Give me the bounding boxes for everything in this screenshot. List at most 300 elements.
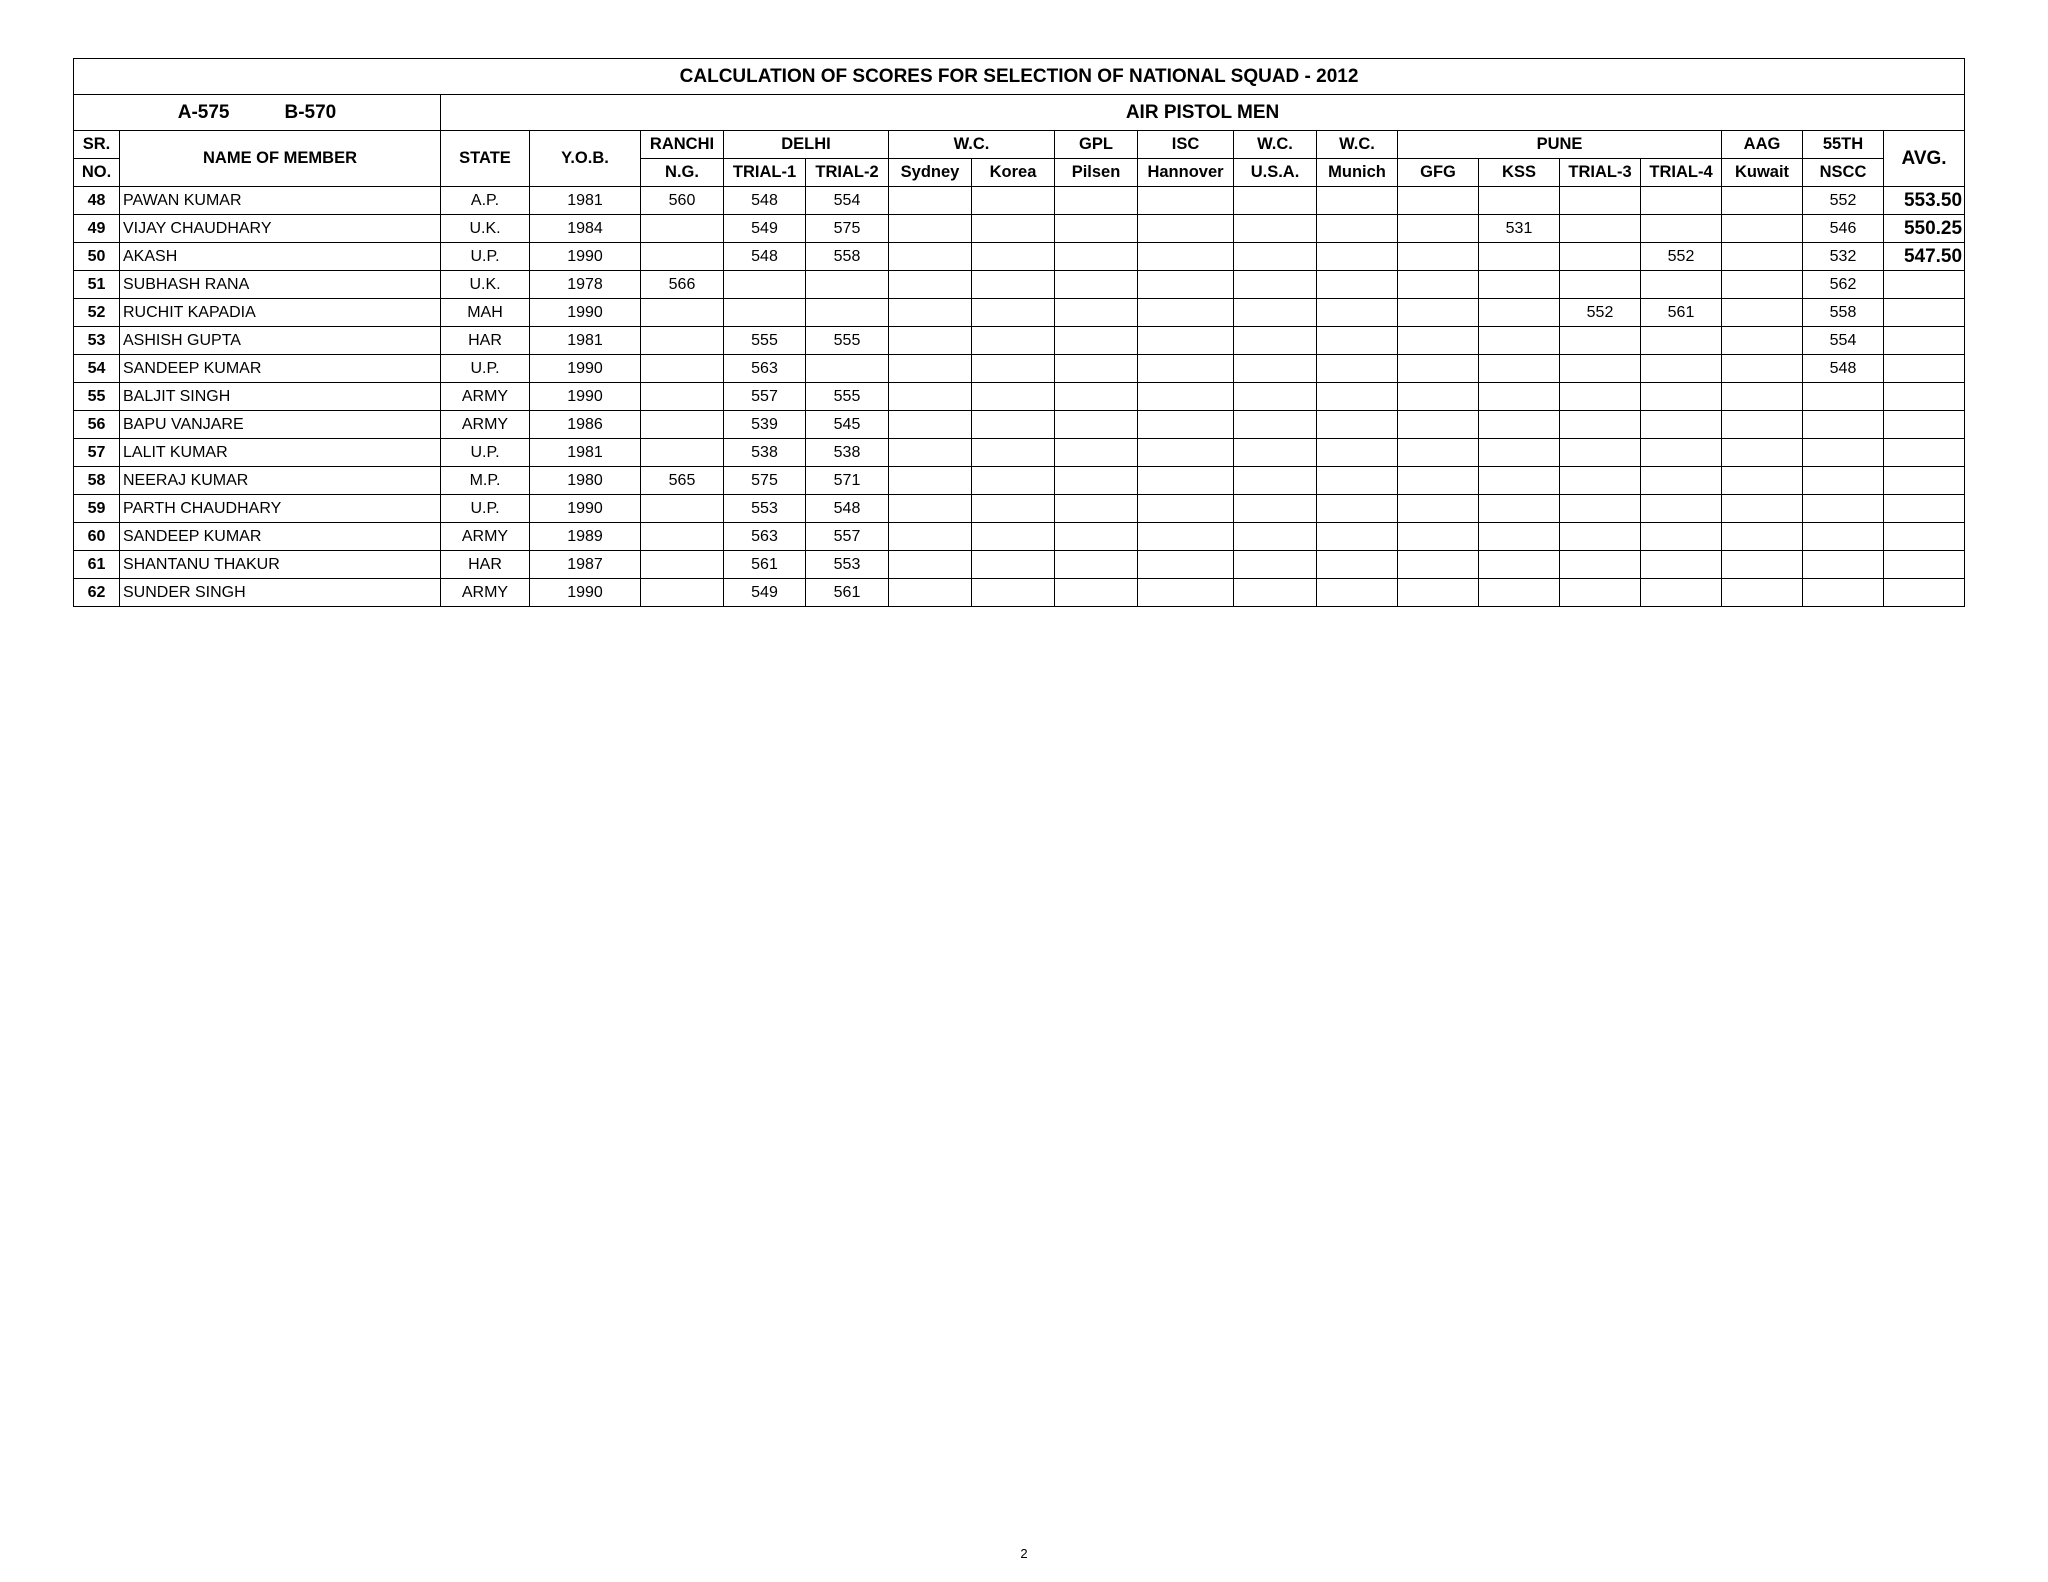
yob-cell: 1981 [530, 327, 641, 355]
score-cell: 532 [1803, 243, 1884, 271]
score-cell [889, 271, 972, 299]
score-cell [1055, 551, 1138, 579]
score-cell [1722, 495, 1803, 523]
member-name-cell: SANDEEP KUMAR [120, 355, 441, 383]
score-cell [1055, 243, 1138, 271]
yob-cell: 1990 [530, 355, 641, 383]
score-cell [972, 467, 1055, 495]
score-cell [1398, 523, 1479, 551]
score-cell [1722, 355, 1803, 383]
score-cell [724, 271, 806, 299]
score-cell: 558 [806, 243, 889, 271]
table-row [74, 215, 1965, 243]
score-cell [972, 579, 1055, 607]
avg-header: AVG. [1884, 131, 1965, 187]
sub-header: TRIAL-3 [1560, 159, 1641, 187]
sub-header: TRIAL-4 [1641, 159, 1722, 187]
score-cell: 561 [724, 551, 806, 579]
score-cell [1234, 215, 1317, 243]
score-cell [1722, 383, 1803, 411]
score-cell: 554 [806, 187, 889, 215]
score-cell [972, 215, 1055, 243]
member-name-cell: NEERAJ KUMAR [120, 467, 441, 495]
member-name-cell: SANDEEP KUMAR [120, 523, 441, 551]
score-cell [1560, 327, 1641, 355]
avg-cell [1884, 411, 1965, 439]
state-cell: U.P. [441, 439, 530, 467]
score-cell [1317, 523, 1398, 551]
score-cell [1055, 439, 1138, 467]
score-cell [1317, 243, 1398, 271]
sub-header: Pilsen [1055, 159, 1138, 187]
score-cell: 562 [1803, 271, 1884, 299]
score-cell [1398, 467, 1479, 495]
avg-cell [1884, 327, 1965, 355]
score-cell: 555 [724, 327, 806, 355]
score-cell [1641, 327, 1722, 355]
sr-no-cell: 51 [74, 271, 120, 299]
score-cell: 554 [1803, 327, 1884, 355]
score-cell [972, 439, 1055, 467]
state-cell: U.P. [441, 243, 530, 271]
score-cell [1055, 327, 1138, 355]
score-cell [1803, 579, 1884, 607]
table-row [74, 271, 1965, 299]
avg-cell: 550.25 [1884, 215, 1965, 243]
sub-header: TRIAL-1 [724, 159, 806, 187]
table-row [74, 551, 1965, 579]
score-cell [972, 495, 1055, 523]
sheet-title: CALCULATION OF SCORES FOR SELECTION OF NATIONAL SQUAD - 2012 [74, 59, 1965, 95]
sr-no-cell: 53 [74, 327, 120, 355]
score-cell [641, 579, 724, 607]
score-cell [1560, 411, 1641, 439]
qualifying-b: B-570 [284, 101, 337, 123]
score-cell [1641, 579, 1722, 607]
score-cell [889, 495, 972, 523]
state-cell: U.P. [441, 495, 530, 523]
yob-cell: 1990 [530, 299, 641, 327]
score-cell [1398, 411, 1479, 439]
score-cell [1803, 495, 1884, 523]
score-cell [1317, 467, 1398, 495]
member-name-cell: PARTH CHAUDHARY [120, 495, 441, 523]
score-cell: 560 [641, 187, 724, 215]
avg-cell: 547.50 [1884, 243, 1965, 271]
score-cell [1234, 523, 1317, 551]
score-cell [1138, 299, 1234, 327]
score-cell [1234, 495, 1317, 523]
yob-cell: 1990 [530, 579, 641, 607]
score-cell [1234, 355, 1317, 383]
score-cell [1055, 355, 1138, 383]
score-cell: 549 [724, 215, 806, 243]
score-cell [724, 299, 806, 327]
table-row [74, 187, 1965, 215]
score-cell [1138, 467, 1234, 495]
state-cell: ARMY [441, 383, 530, 411]
score-cell [641, 215, 724, 243]
score-cell: 538 [806, 439, 889, 467]
score-cell [1479, 187, 1560, 215]
yob-header: Y.O.B. [530, 131, 641, 187]
score-cell [1398, 579, 1479, 607]
group-header-delhi: DELHI [724, 131, 889, 159]
score-cell [1317, 215, 1398, 243]
sub-header: KSS [1479, 159, 1560, 187]
score-cell [641, 355, 724, 383]
score-cell [1722, 439, 1803, 467]
score-cell [1234, 383, 1317, 411]
score-cell [1560, 579, 1641, 607]
score-cell [1722, 551, 1803, 579]
score-cell [889, 411, 972, 439]
score-cell [1479, 551, 1560, 579]
member-name-cell: ASHISH GUPTA [120, 327, 441, 355]
score-cell [889, 215, 972, 243]
score-cell [1234, 579, 1317, 607]
score-cell [1317, 299, 1398, 327]
member-name-cell: SUNDER SINGH [120, 579, 441, 607]
score-cell: 571 [806, 467, 889, 495]
member-name-cell: LALIT KUMAR [120, 439, 441, 467]
score-cell [1398, 187, 1479, 215]
group-header-pune: PUNE [1398, 131, 1722, 159]
score-table [73, 58, 1965, 607]
score-cell [1641, 523, 1722, 551]
score-cell [889, 187, 972, 215]
score-cell [889, 327, 972, 355]
score-cell [641, 495, 724, 523]
score-cell: 549 [724, 579, 806, 607]
score-cell: 565 [641, 467, 724, 495]
score-cell [1722, 411, 1803, 439]
state-cell: MAH [441, 299, 530, 327]
score-cell [1479, 411, 1560, 439]
score-cell [1138, 411, 1234, 439]
score-cell [1803, 467, 1884, 495]
score-cell [1479, 579, 1560, 607]
avg-cell [1884, 355, 1965, 383]
score-cell [1722, 523, 1803, 551]
yob-cell: 1989 [530, 523, 641, 551]
score-cell [1560, 439, 1641, 467]
score-cell: 552 [1641, 243, 1722, 271]
score-cell: 553 [724, 495, 806, 523]
score-cell [1398, 243, 1479, 271]
score-cell [1722, 187, 1803, 215]
table-row [74, 439, 1965, 467]
score-cell: 552 [1803, 187, 1884, 215]
score-cell: 563 [724, 355, 806, 383]
score-cell [1803, 523, 1884, 551]
page-number: 2 [1020, 1546, 1028, 1561]
score-cell [1138, 271, 1234, 299]
sub-header: TRIAL-2 [806, 159, 889, 187]
score-cell: 557 [724, 383, 806, 411]
avg-cell [1884, 495, 1965, 523]
group-header-wc: W.C. [889, 131, 1055, 159]
score-cell: 561 [806, 579, 889, 607]
sub-header: Hannover [1138, 159, 1234, 187]
score-cell [1138, 355, 1234, 383]
score-cell [1234, 551, 1317, 579]
score-cell [1398, 383, 1479, 411]
score-cell [1641, 383, 1722, 411]
score-cell [1722, 271, 1803, 299]
score-cell [1138, 215, 1234, 243]
score-cell: 545 [806, 411, 889, 439]
score-cell [1560, 243, 1641, 271]
score-cell [1138, 551, 1234, 579]
score-cell: 548 [724, 243, 806, 271]
sr-no-cell: 62 [74, 579, 120, 607]
member-name-cell: VIJAY CHAUDHARY [120, 215, 441, 243]
sr-no-cell: 59 [74, 495, 120, 523]
sub-header: GFG [1398, 159, 1479, 187]
score-cell [1722, 579, 1803, 607]
score-cell: 553 [806, 551, 889, 579]
score-cell [1722, 327, 1803, 355]
score-cell: 546 [1803, 215, 1884, 243]
avg-cell [1884, 467, 1965, 495]
state-header: STATE [441, 131, 530, 187]
avg-cell [1884, 383, 1965, 411]
score-cell [1398, 271, 1479, 299]
score-cell [1055, 299, 1138, 327]
score-cell: 575 [806, 215, 889, 243]
yob-cell: 1990 [530, 383, 641, 411]
score-cell [1317, 355, 1398, 383]
score-cell [1641, 271, 1722, 299]
qualifying-scores [74, 95, 441, 131]
score-cell [889, 439, 972, 467]
member-name-cell: BAPU VANJARE [120, 411, 441, 439]
yob-cell: 1984 [530, 215, 641, 243]
score-cell [972, 411, 1055, 439]
score-cell [1641, 187, 1722, 215]
score-cell [1560, 271, 1641, 299]
score-cell [641, 383, 724, 411]
score-cell [1560, 523, 1641, 551]
group-header-ranchi: RANCHI [641, 131, 724, 159]
score-cell [1138, 383, 1234, 411]
group-header-wc-munich: W.C. [1317, 131, 1398, 159]
sr-header: SR. [74, 131, 120, 159]
score-cell [1641, 551, 1722, 579]
score-cell [641, 523, 724, 551]
score-cell [972, 299, 1055, 327]
member-name-cell: AKASH [120, 243, 441, 271]
score-cell [1398, 215, 1479, 243]
group-header-wc-usa: W.C. [1234, 131, 1317, 159]
yob-cell: 1990 [530, 243, 641, 271]
sub-header: Munich [1317, 159, 1398, 187]
score-cell: 552 [1560, 299, 1641, 327]
score-cell [1560, 495, 1641, 523]
sr-no-cell: 49 [74, 215, 120, 243]
score-cell: 575 [724, 467, 806, 495]
sr-no-cell: 61 [74, 551, 120, 579]
sub-header: Korea [972, 159, 1055, 187]
score-cell [806, 271, 889, 299]
score-cell [1803, 551, 1884, 579]
score-cell [889, 383, 972, 411]
score-cell: 548 [724, 187, 806, 215]
score-cell: 555 [806, 327, 889, 355]
score-cell [1138, 187, 1234, 215]
score-cell: 548 [1803, 355, 1884, 383]
score-cell [1317, 439, 1398, 467]
score-cell [1560, 467, 1641, 495]
score-cell [806, 299, 889, 327]
yob-cell: 1981 [530, 187, 641, 215]
name-header: NAME OF MEMBER [120, 131, 441, 187]
state-cell: U.K. [441, 271, 530, 299]
score-cell [1641, 495, 1722, 523]
score-cell [889, 467, 972, 495]
table-row [74, 411, 1965, 439]
score-cell [1641, 439, 1722, 467]
score-cell: 566 [641, 271, 724, 299]
score-cell [1234, 467, 1317, 495]
group-header-isc: ISC [1138, 131, 1234, 159]
score-cell [1560, 215, 1641, 243]
score-cell [1479, 243, 1560, 271]
avg-cell [1884, 299, 1965, 327]
score-cell [1803, 383, 1884, 411]
score-cell [1479, 327, 1560, 355]
score-cell [1398, 355, 1479, 383]
score-cell [972, 383, 1055, 411]
sub-header: N.G. [641, 159, 724, 187]
sub-header: Kuwait [1722, 159, 1803, 187]
score-cell: 531 [1479, 215, 1560, 243]
score-cell: 538 [724, 439, 806, 467]
score-cell [1055, 495, 1138, 523]
score-cell [1055, 383, 1138, 411]
score-cell [1641, 355, 1722, 383]
avg-cell [1884, 551, 1965, 579]
score-cell [1234, 327, 1317, 355]
score-cell [1138, 243, 1234, 271]
sub-header: Sydney [889, 159, 972, 187]
score-cell: 555 [806, 383, 889, 411]
score-cell [641, 243, 724, 271]
event-title: AIR PISTOL MEN [441, 95, 1965, 131]
sub-header: NSCC [1803, 159, 1884, 187]
score-cell [1722, 215, 1803, 243]
sr-no-cell: 52 [74, 299, 120, 327]
score-cell: 563 [724, 523, 806, 551]
score-cell [1479, 299, 1560, 327]
score-cell [1560, 355, 1641, 383]
score-cell [889, 243, 972, 271]
score-cell [1398, 551, 1479, 579]
score-cell [1055, 579, 1138, 607]
score-cell [1055, 215, 1138, 243]
score-cell: 558 [1803, 299, 1884, 327]
score-cell [1479, 467, 1560, 495]
score-cell [641, 439, 724, 467]
score-cell [1234, 187, 1317, 215]
score-cell [1641, 215, 1722, 243]
table-row [74, 495, 1965, 523]
avg-cell [1884, 579, 1965, 607]
score-cell [1234, 411, 1317, 439]
score-cell: 561 [1641, 299, 1722, 327]
avg-cell [1884, 439, 1965, 467]
state-cell: ARMY [441, 523, 530, 551]
state-cell: U.K. [441, 215, 530, 243]
state-cell: M.P. [441, 467, 530, 495]
score-cell [1138, 327, 1234, 355]
score-cell [972, 243, 1055, 271]
score-cell [972, 187, 1055, 215]
score-cell [889, 579, 972, 607]
score-cell [1138, 579, 1234, 607]
score-cell [1479, 271, 1560, 299]
score-cell [1560, 551, 1641, 579]
score-cell [1138, 439, 1234, 467]
score-cell [1317, 187, 1398, 215]
score-cell [1317, 327, 1398, 355]
table-row [74, 383, 1965, 411]
score-cell [1722, 467, 1803, 495]
group-header-55th: 55TH [1803, 131, 1884, 159]
avg-cell [1884, 523, 1965, 551]
score-cell [641, 551, 724, 579]
score-cell [1479, 523, 1560, 551]
score-cell [1641, 411, 1722, 439]
member-name-cell: BALJIT SINGH [120, 383, 441, 411]
score-cell [1641, 467, 1722, 495]
score-cell [1234, 299, 1317, 327]
score-cell [1055, 467, 1138, 495]
sr-no-cell: 56 [74, 411, 120, 439]
table-row [74, 355, 1965, 383]
state-cell: ARMY [441, 411, 530, 439]
sr-no-cell: 54 [74, 355, 120, 383]
sr-no-cell: 50 [74, 243, 120, 271]
state-cell: HAR [441, 551, 530, 579]
group-header-aag: AAG [1722, 131, 1803, 159]
score-cell [972, 523, 1055, 551]
score-cell [1398, 439, 1479, 467]
member-name-cell: SHANTANU THAKUR [120, 551, 441, 579]
member-name-cell: PAWAN KUMAR [120, 187, 441, 215]
score-cell [1317, 411, 1398, 439]
score-cell [806, 355, 889, 383]
score-cell [1317, 271, 1398, 299]
score-cell [1055, 187, 1138, 215]
table-row [74, 523, 1965, 551]
score-cell [1398, 495, 1479, 523]
yob-cell: 1981 [530, 439, 641, 467]
yob-cell: 1986 [530, 411, 641, 439]
score-cell [1479, 439, 1560, 467]
score-cell: 548 [806, 495, 889, 523]
yob-cell: 1978 [530, 271, 641, 299]
score-cell [1234, 439, 1317, 467]
score-cell [1317, 495, 1398, 523]
score-cell [1803, 439, 1884, 467]
score-cell [641, 411, 724, 439]
score-cell [1479, 383, 1560, 411]
state-cell: ARMY [441, 579, 530, 607]
yob-cell: 1987 [530, 551, 641, 579]
table-row [74, 579, 1965, 607]
